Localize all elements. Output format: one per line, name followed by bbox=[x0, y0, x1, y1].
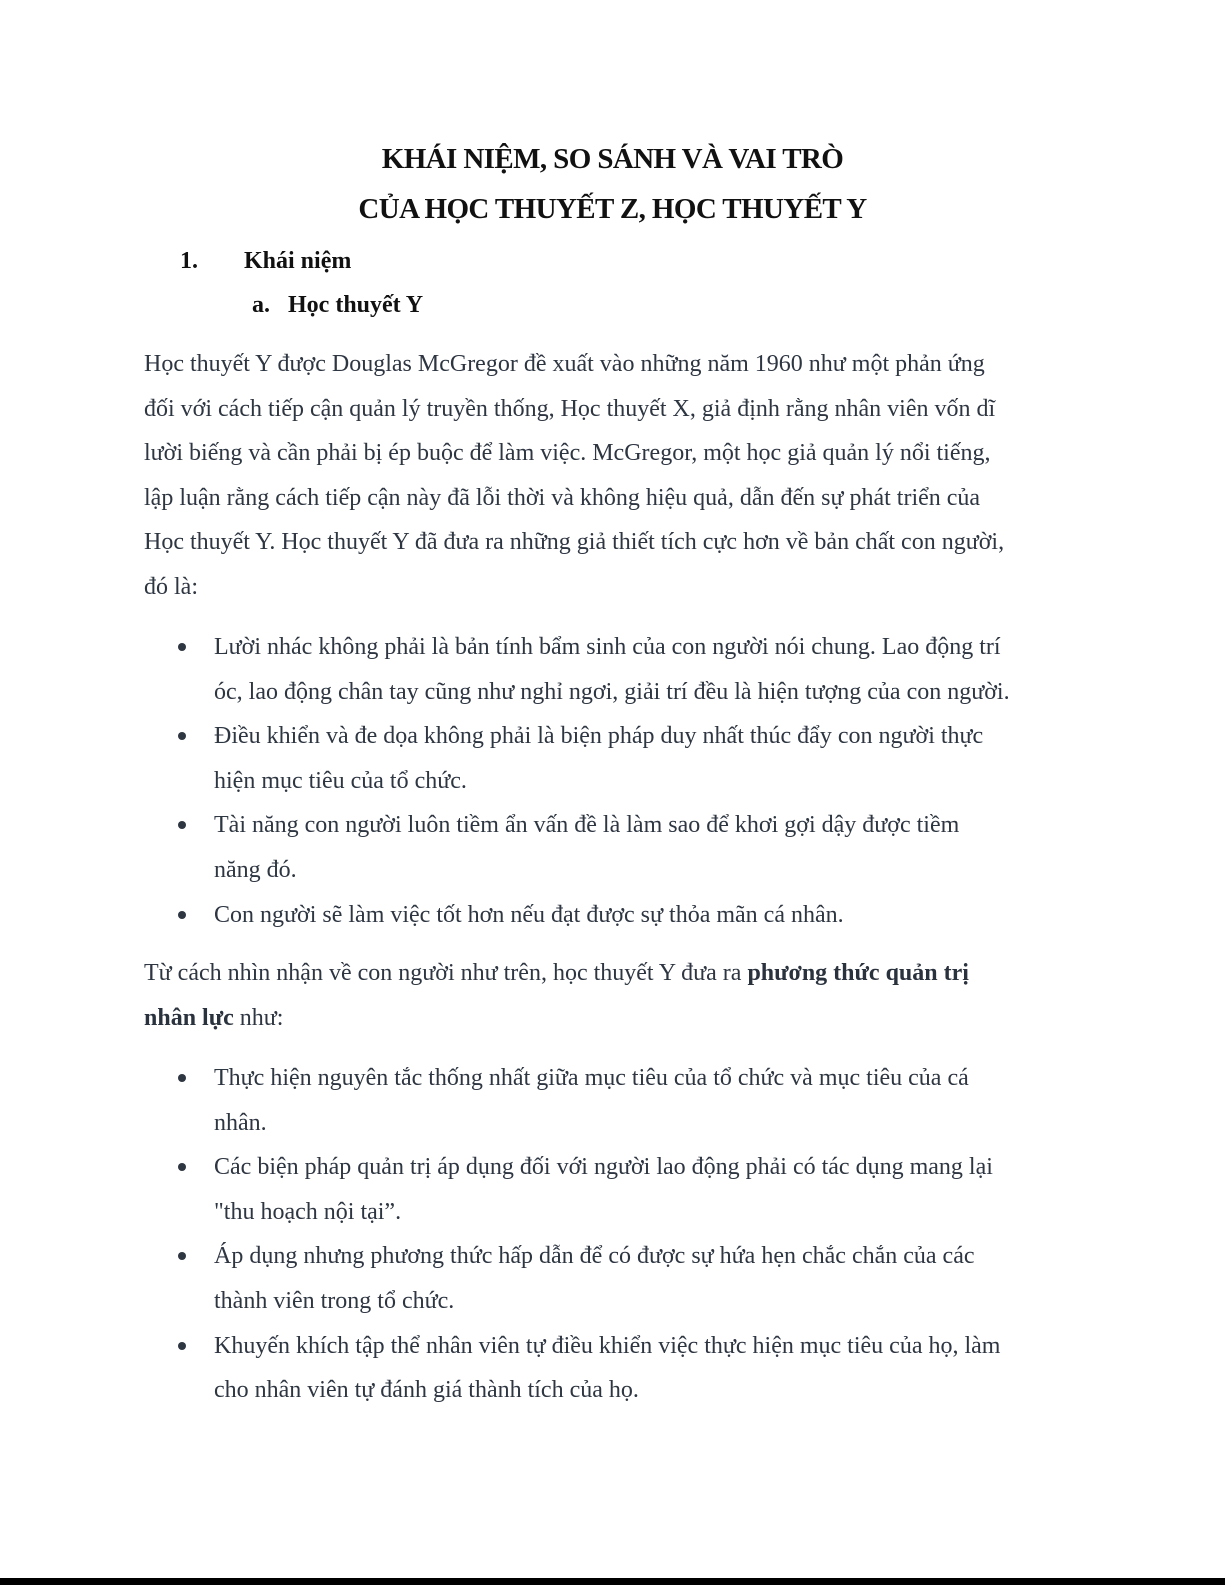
list-item-text: Tài năng con người luôn tiềm ẩn vấn đề là làm sao để khơi gợi dậy được tiềm bbox=[214, 812, 960, 839]
bullet-icon bbox=[178, 821, 186, 829]
list-item bbox=[144, 1145, 1084, 1234]
subsection-letter: a. bbox=[252, 292, 270, 318]
bold-term: nhân lực bbox=[144, 1004, 234, 1031]
section-number: 1. bbox=[180, 248, 198, 274]
list-item-text: Khuyến khích tập thể nhân viên tự điều khiển việc thực hiện mục tiêu của họ, làm bbox=[214, 1332, 1001, 1359]
paragraph-line: lười biếng và cần phải bị ép buộc để làm việc. McGregor, một học giả quản lý nổi tiếng, bbox=[144, 440, 991, 467]
paragraph-line: Học thuyết Y. Học thuyết Y đã đưa ra những giả thiết tích cực hơn về bản chất con người, bbox=[144, 529, 1005, 556]
list-item-text: Con người sẽ làm việc tốt hơn nếu đạt được sự thỏa mãn cá nhân. bbox=[214, 901, 844, 928]
page-bottom-border bbox=[0, 1578, 1225, 1585]
list-item bbox=[144, 1234, 1084, 1323]
document-title-line-2: CỦA HỌC THUYẾT Z, HỌC THUYẾT Y bbox=[358, 193, 867, 225]
subsection-heading-a bbox=[252, 292, 423, 319]
list-item-text: Các biện pháp quản trị áp dụng đối với người lao động phải có tác dụng mang lại bbox=[214, 1154, 993, 1181]
bullet-icon bbox=[178, 1342, 186, 1350]
list-item-text: Thực hiện nguyên tắc thống nhất giữa mục tiêu của tổ chức và mục tiêu của cá bbox=[214, 1065, 969, 1091]
paragraph-text: như: bbox=[233, 1004, 284, 1031]
bullet-icon bbox=[178, 732, 186, 740]
methods-list bbox=[144, 1056, 1084, 1413]
paragraph-line: đối với cách tiếp cận quản lý truyền thống, Học thuyết X, giả định rằng nhân viên vốn dĩ bbox=[144, 395, 996, 422]
list-item bbox=[144, 1056, 1084, 1145]
paragraph-line: lập luận rằng cách tiếp cận này đã lỗi thời và không hiệu quả, dẫn đến sự phát triển của bbox=[144, 484, 981, 511]
list-item bbox=[144, 893, 1084, 938]
list-item-text: Áp dụng nhưng phương thức hấp dẫn để có được sự hứa hẹn chắc chắn của các bbox=[214, 1243, 975, 1270]
list-item bbox=[144, 1324, 1084, 1413]
list-item-text: "thu hoạch nội tại”. bbox=[214, 1198, 402, 1225]
list-item bbox=[144, 803, 1084, 892]
list-item-text: hiện mục tiêu của tổ chức. bbox=[214, 767, 467, 794]
list-item-text: Điều khiển và đe dọa không phải là biện pháp duy nhất thúc đẩy con người thực bbox=[214, 723, 984, 750]
document-title-line-1: KHÁI NIỆM, SO SÁNH VÀ VAI TRÒ bbox=[381, 143, 844, 175]
bullet-icon bbox=[178, 1252, 186, 1260]
list-item-text: thành viên trong tổ chức. bbox=[214, 1287, 455, 1314]
subsection-label: Học thuyết Y bbox=[288, 292, 424, 318]
section-label: Khái niệm bbox=[244, 248, 352, 274]
list-item bbox=[144, 714, 1084, 803]
list-item-text: nhân. bbox=[214, 1109, 267, 1136]
list-item bbox=[144, 625, 1084, 714]
paragraph-line: Học thuyết Y được Douglas McGregor đề xuất vào những năm 1960 như một phản ứng bbox=[144, 351, 985, 377]
list-item-text: Lười nhác không phải là bản tính bẩm sinh của con người nói chung. Lao động trí bbox=[214, 634, 1001, 660]
assumptions-list bbox=[144, 625, 1084, 937]
bullet-icon bbox=[178, 643, 186, 651]
bullet-icon bbox=[178, 1074, 186, 1082]
intro-paragraph bbox=[144, 342, 1074, 610]
bullet-icon bbox=[178, 911, 186, 919]
section-heading-1 bbox=[180, 248, 351, 275]
paragraph-text: Từ cách nhìn nhận về con người như trên, học thuyết Y đưa ra bbox=[144, 960, 748, 986]
paragraph-line: đó là: bbox=[144, 573, 198, 600]
bold-term: phương thức quản trị bbox=[747, 960, 969, 986]
list-item-text: năng đó. bbox=[214, 856, 297, 883]
paragraph-line bbox=[144, 951, 1074, 996]
paragraph-line bbox=[144, 996, 1074, 1041]
list-item-text: óc, lao động chân tay cũng như nghỉ ngơi, giải trí đều là hiện tượng của con người. bbox=[214, 678, 1010, 705]
list-item-text: cho nhân viên tự đánh giá thành tích của họ. bbox=[214, 1377, 639, 1404]
method-paragraph bbox=[144, 951, 1074, 1040]
bullet-icon bbox=[178, 1163, 186, 1171]
